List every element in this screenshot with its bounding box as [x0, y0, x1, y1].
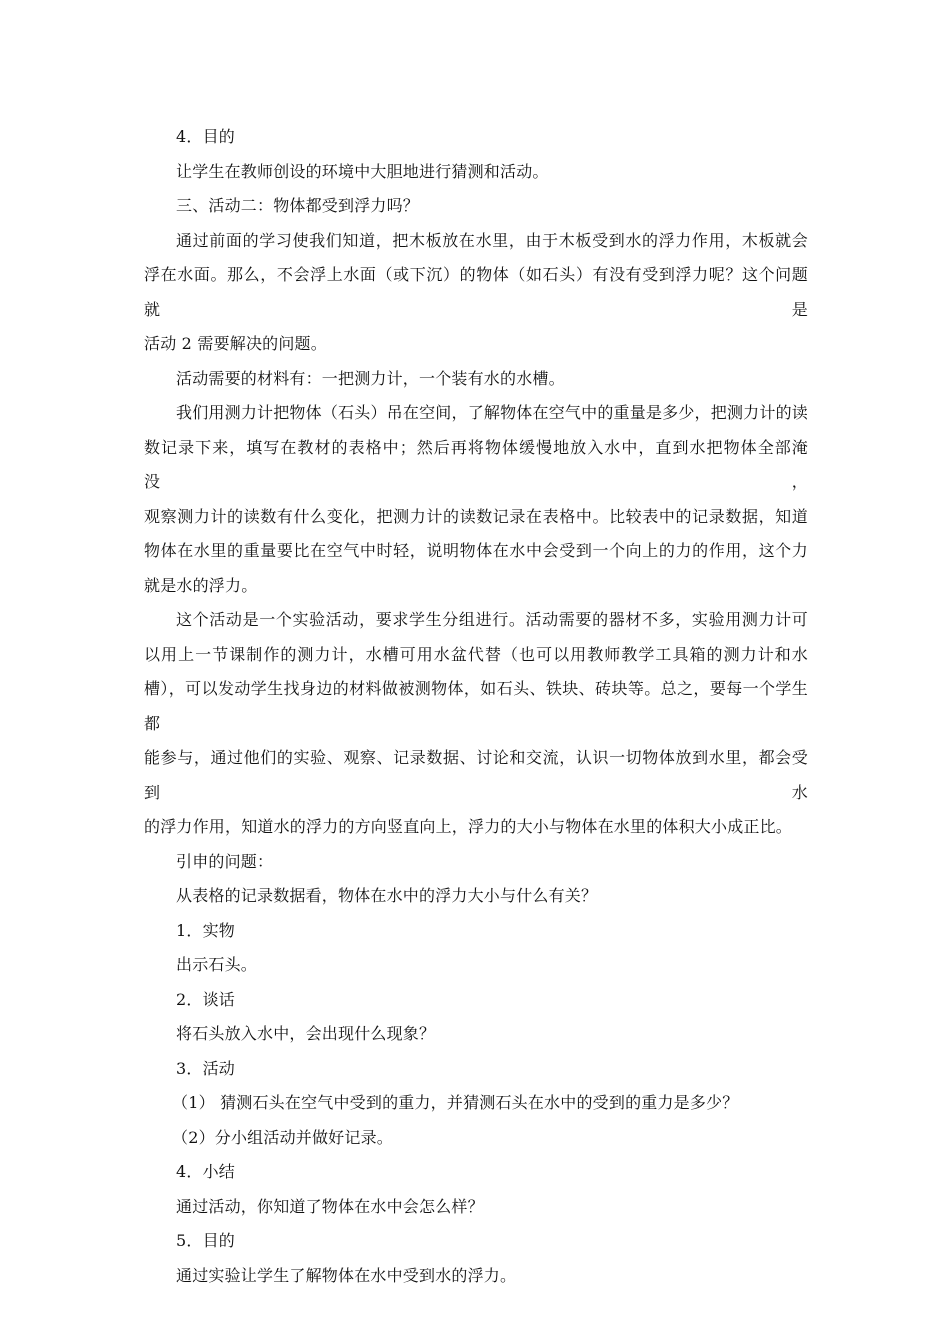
paragraph-line: 将石头放入水中，会出现什么现象？ — [176, 1024, 436, 1043]
paragraph-line: 数记录下来，填写在教材的表格中；然后再将物体缓慢地放入水中，直到水把物体全部淹没， — [144, 437, 808, 491]
document-body — [144, 120, 808, 1293]
paragraph-line: 浮在水面。那么，不会浮上水面（或下沉）的物体（如石头）有没有受到浮力呢？这个问题就是 — [144, 265, 808, 319]
paragraph-line: 就是水的浮力。 — [144, 575, 258, 595]
heading-purpose: 5．目的 — [176, 1231, 235, 1250]
paragraph-line: 从表格的记录数据看，物体在水中的浮力大小与什么有关？ — [176, 886, 598, 905]
paragraph-line: 物体在水里的重量要比在空气中时轻，说明物体在水中会受到一个向上的力的作用，这个力 — [144, 541, 808, 560]
heading-activity: 3．活动 — [176, 1058, 235, 1078]
heading-object: 1．实物 — [176, 920, 235, 940]
section-heading-activity-two: 三、活动二：物体都受到浮力吗？ — [176, 196, 420, 215]
list-item: （2）分小组活动并做好记录。 — [172, 1127, 393, 1147]
paragraph-line: 活动 2 需要解决的问题。 — [144, 334, 327, 353]
heading-summary: 4．小结 — [176, 1162, 235, 1181]
paragraph-line: 通过实验让学生了解物体在水中受到水的浮力。 — [176, 1265, 517, 1285]
paragraph-line: 我们用测力计把物体（石头）吊在空间，了解物体在空气中的重量是多少，把测力计的读 — [176, 403, 808, 422]
paragraph-line: 让学生在教师创设的环境中大胆地进行猜测和活动。 — [176, 161, 549, 181]
paragraph-line: 观察测力计的读数有什么变化，把测力计的读数记录在表格中。比较表中的记录数据，知道 — [144, 506, 808, 526]
paragraph-line: 出示石头。 — [176, 955, 258, 974]
heading-talk: 2．谈话 — [176, 989, 235, 1009]
paragraph-line: 能参与，通过他们的实验、观察、记录数据、讨论和交流，认识一切物体放到水里，都会受到水 — [144, 748, 808, 802]
paragraph-line: 槽），可以发动学生找身边的材料做被测物体，如石头、铁块、砖块等。总之，要每一个学生都 — [144, 679, 808, 733]
paragraph-line: 引申的问题： — [176, 851, 274, 871]
paragraph-line: 通过活动，你知道了物体在水中会怎么样？ — [176, 1196, 484, 1216]
list-item: （1） 猜测石头在空气中受到的重力，并猜测石头在水中的受到的重力是多少？ — [172, 1093, 739, 1112]
paragraph-line: 这个活动是一个实验活动，要求学生分组进行。活动需要的器材不多，实验用测力计可 — [176, 610, 808, 629]
paragraph-line: 活动需要的材料有：一把测力计，一个装有水的水槽。 — [176, 368, 565, 388]
paragraph-line: 以用上一节课制作的测力计，水槽可用水盆代替（也可以用教师教学工具箱的测力计和水 — [144, 644, 808, 664]
heading-purpose: 4．目的 — [176, 127, 235, 146]
paragraph-line: 通过前面的学习使我们知道，把木板放在水里，由于木板受到水的浮力作用，木板就会 — [176, 230, 808, 250]
paragraph-line: 的浮力作用，知道水的浮力的方向竖直向上，浮力的大小与物体在水里的体积大小成正比。 — [144, 817, 793, 836]
